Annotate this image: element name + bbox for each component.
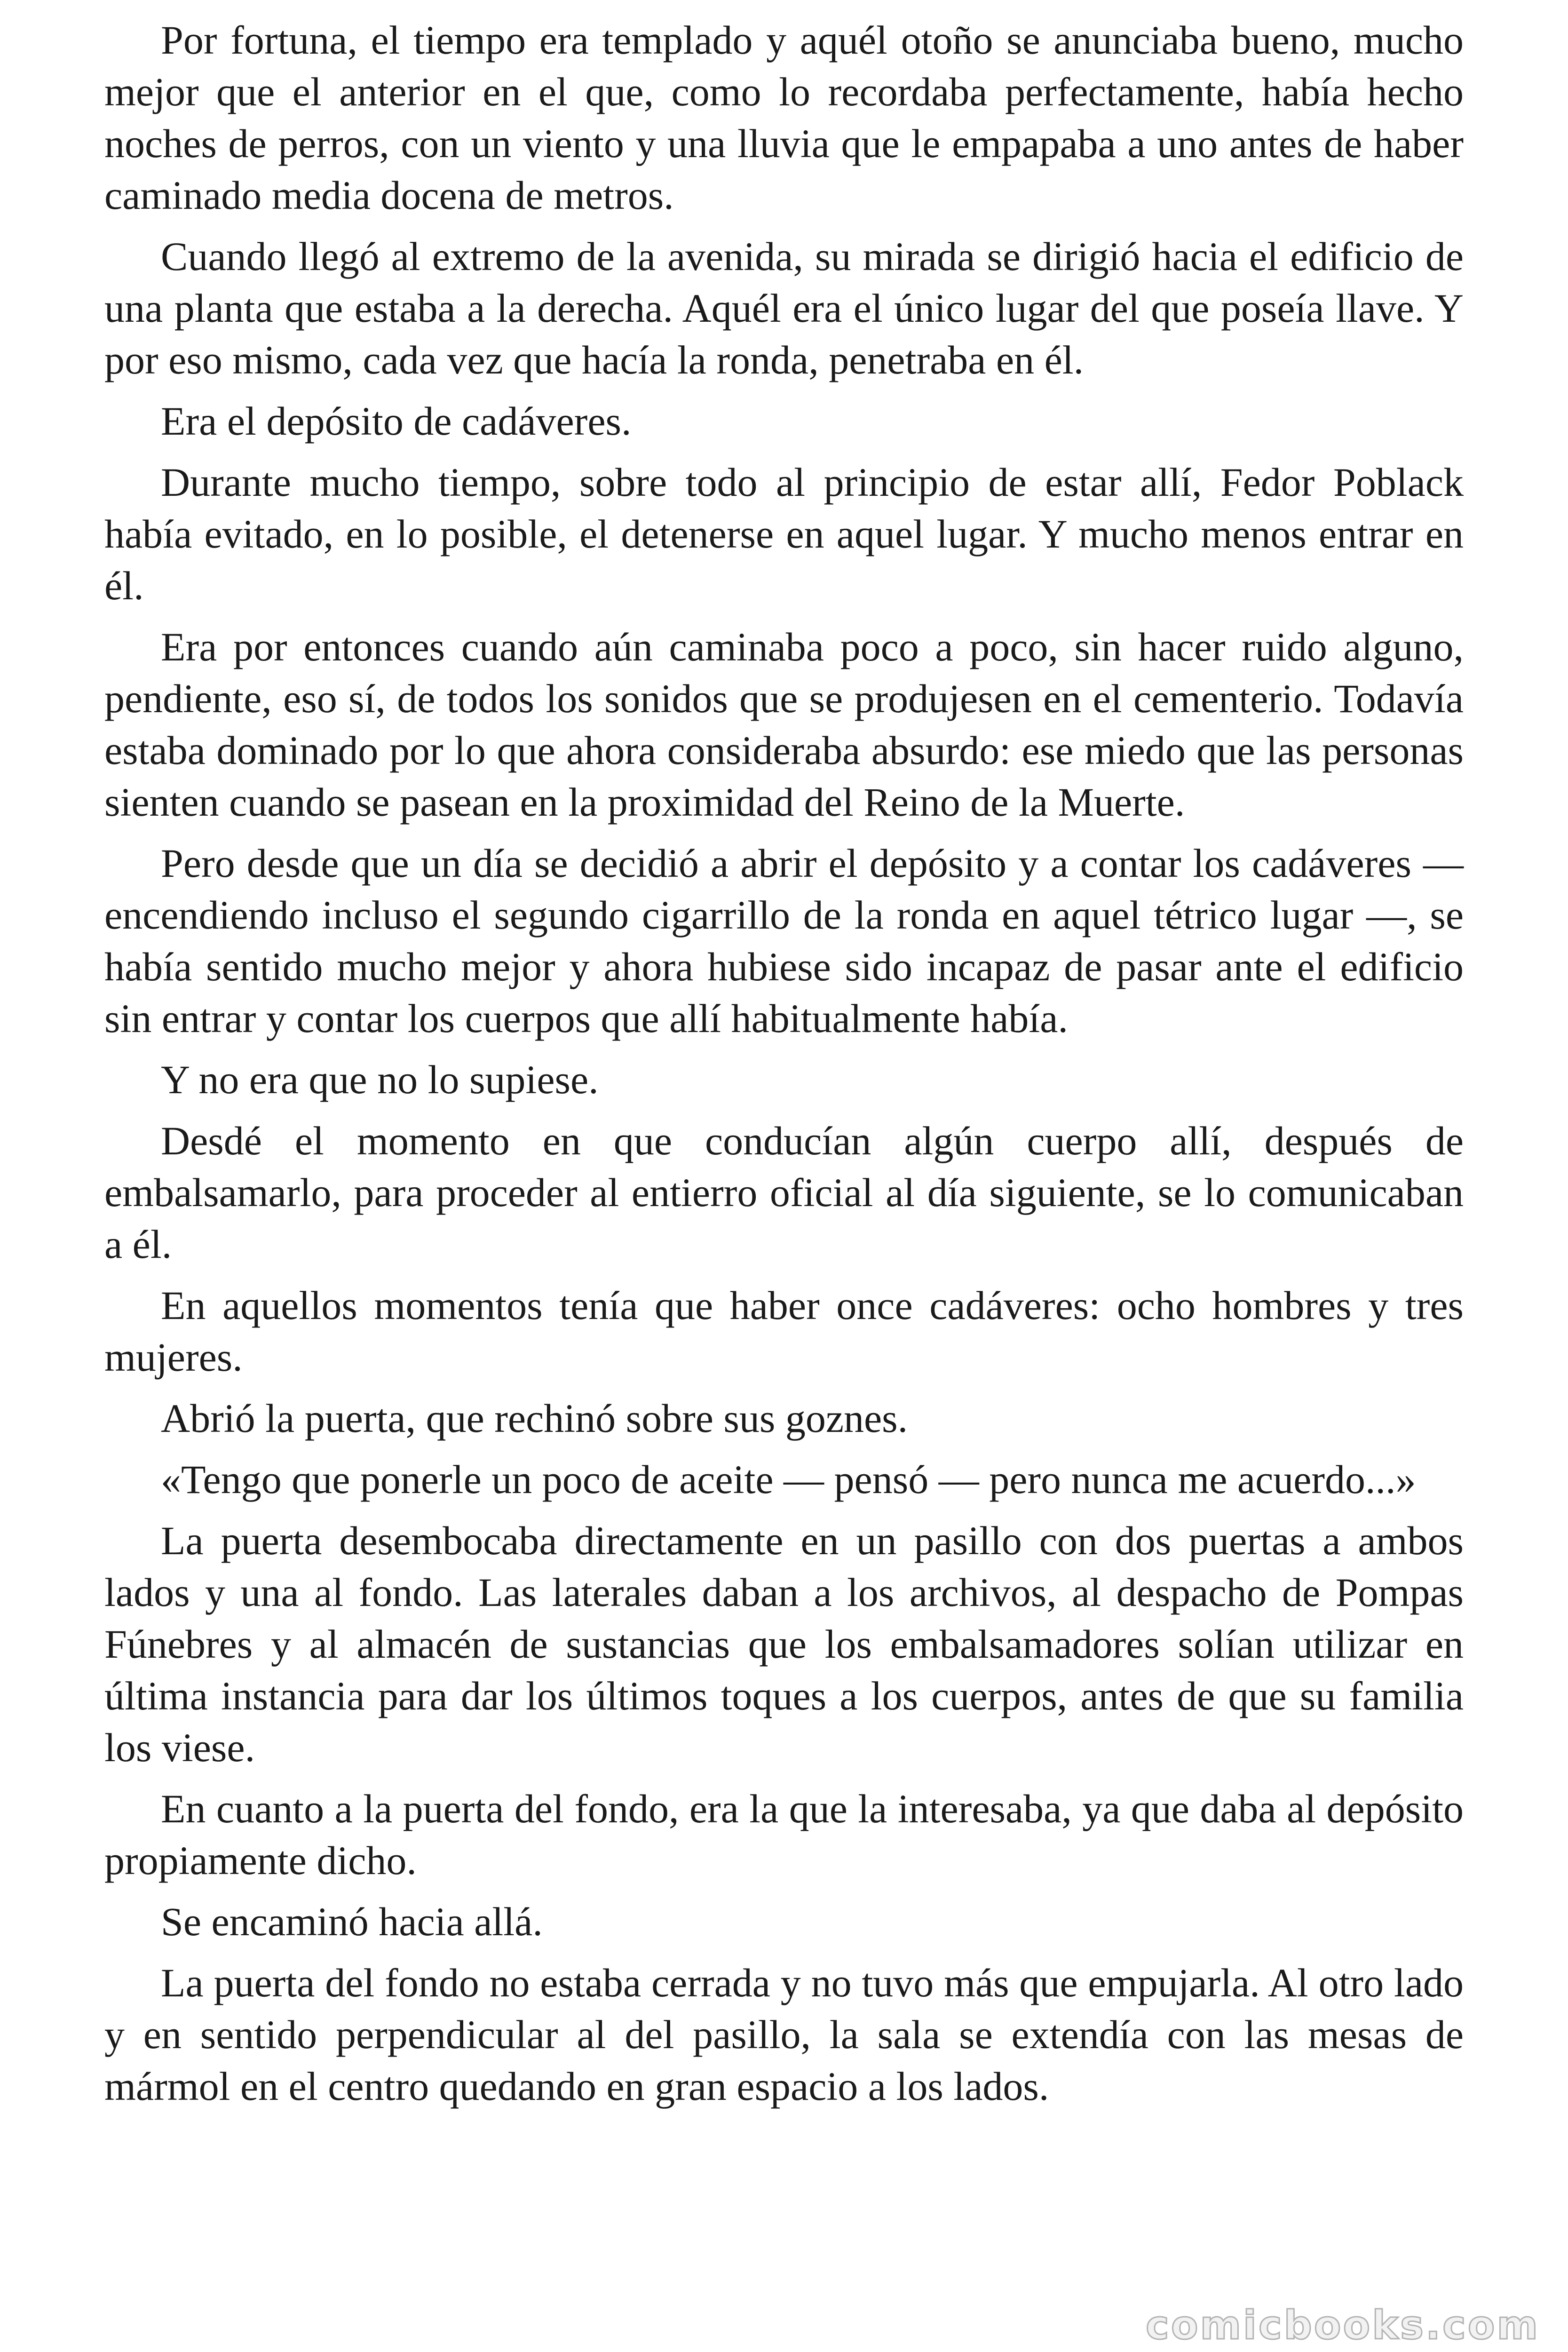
- paragraph-11: «Tengo que ponerle un poco de aceite — pensó — pero nunca me acuerdo...»: [161, 1457, 1416, 1502]
- paragraph-9: En aquellos momentos tenía que haber once cadáveres: ocho hombres y tres mujeres.: [104, 1283, 1464, 1380]
- paragraph-15: La puerta del fondo no estaba cerrada y no tuvo más que empujarla. Al otro lado y en sentido perpendicular al del pasillo, la sala se extendía con las mesas de mármol en el centro quedando en gran espacio a los lados.: [104, 1960, 1464, 2109]
- paragraph-1: Por fortuna, el tiempo era templado y aquél otoño se anunciaba bueno, mucho mejor que el anterior en el que, como lo recordaba perfectamente, había hecho noches de perros, con un viento y una lluvia que le empapaba a uno antes de haber caminado media docena de metros.: [104, 17, 1464, 218]
- paragraph-2: Cuando llegó al extremo de la avenida, su mirada se dirigió hacia el edificio de una planta que estaba a la derecha. Aquél era el único lugar del que poseía llave. Y por eso mismo, cada vez que hacía la ronda, penetraba en él.: [104, 234, 1464, 382]
- paragraph-14: Se encaminó hacia allá.: [161, 1899, 543, 1944]
- paragraph-8: Desdé el momento en que conducían algún cuerpo allí, después de embalsamarlo, para proceder al entierro oficial al día siguiente, se lo comunicaban a él.: [104, 1118, 1464, 1267]
- watermark: comicbooks.com: [1146, 2302, 1540, 2348]
- page-text: [104, 14, 1464, 2122]
- paragraph-12: La puerta desembocaba directamente en un pasillo con dos puertas a ambos lados y una al fondo. Las laterales daban a los archivos, al despacho de Pompas Fúnebres y al almacén de sustancias que los embalsamadores solían utilizar en última instancia para dar los últimos toques a los cuerpos, antes de que su familia los viese.: [104, 1518, 1464, 1770]
- paragraph-7: Y no era que no lo supiese.: [161, 1057, 599, 1102]
- paragraph-4: Durante mucho tiempo, sobre todo al principio de estar allí, Fedor Poblack había evitado, en lo posible, el detenerse en aquel lugar. Y mucho menos entrar en él.: [104, 460, 1464, 608]
- paragraph-10: Abrió la puerta, que rechinó sobre sus goznes.: [161, 1396, 908, 1441]
- paragraph-6: Pero desde que un día se decidió a abrir el depósito y a contar los cadáveres — encendiendo incluso el segundo cigarrillo de la ronda en aquel tétrico lugar —, se había sentido mucho mejor y ahora hubiese sido incapaz de pasar ante el edificio sin entrar y contar los cuerpos que allí habitualmente había.: [104, 841, 1464, 1041]
- paragraph-13: En cuanto a la puerta del fondo, era la que la interesaba, ya que daba al depósito propiamente dicho.: [104, 1786, 1464, 1883]
- paragraph-3: Era el depósito de cadáveres.: [161, 398, 632, 444]
- paragraph-5: Era por entonces cuando aún caminaba poco a poco, sin hacer ruido alguno, pendiente, eso sí, de todos los sonidos que se produjesen en el cementerio. Todavía estaba dominado por lo que ahora consideraba absurdo: ese miedo que las personas sienten cuando se pasean en la proximidad del Reino de la Muerte.: [104, 624, 1464, 825]
